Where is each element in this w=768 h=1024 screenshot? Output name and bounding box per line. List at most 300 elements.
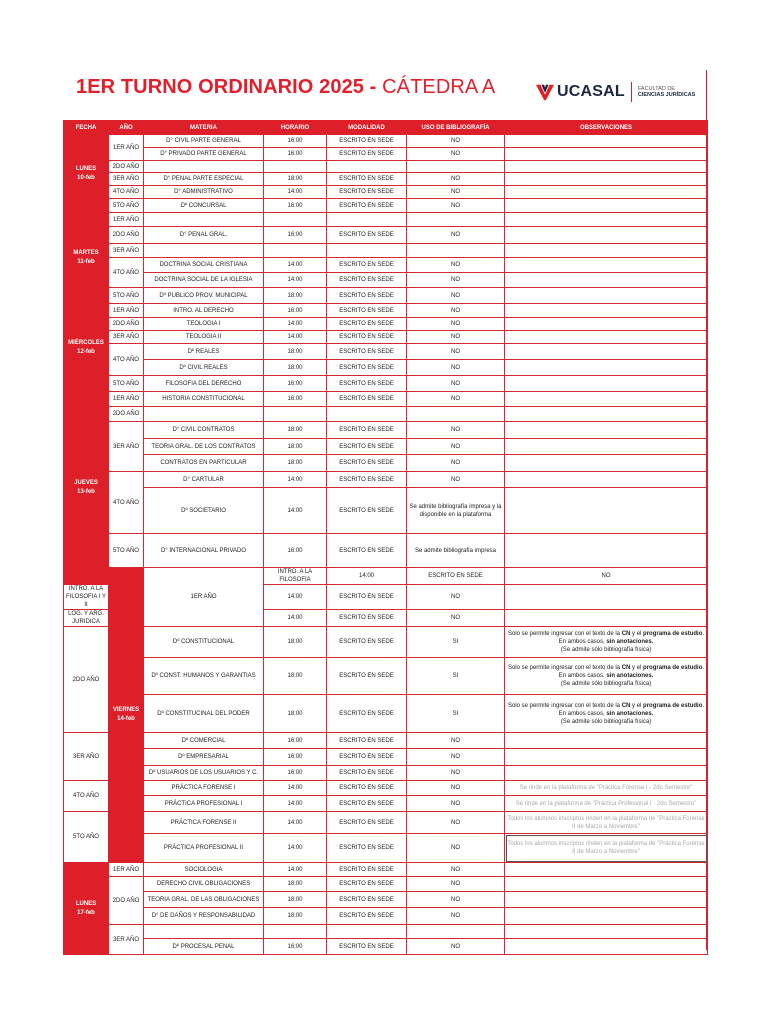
table-row bbox=[64, 568, 708, 585]
obs-cell bbox=[505, 749, 708, 766]
modalidad-cell: ESCRITO EN SEDE bbox=[327, 812, 407, 834]
modalidad-cell: ESCRITO EN SEDE bbox=[327, 781, 407, 796]
logo-separator bbox=[631, 82, 632, 102]
horario-cell: 16:00 bbox=[264, 304, 327, 318]
table-row bbox=[64, 796, 708, 812]
modalidad-cell: ESCRITO EN SEDE bbox=[327, 863, 407, 877]
obs-cell bbox=[505, 733, 708, 749]
obs-cell-cn-rule bbox=[505, 658, 708, 695]
col-header-bibliografia: USO DE BIBLIOGRAFÍA bbox=[407, 121, 505, 135]
materia-cell: TEOLOGIA II bbox=[144, 331, 264, 344]
obs-cell bbox=[505, 939, 708, 955]
biblio-cell: NO bbox=[407, 227, 505, 244]
table-row bbox=[64, 304, 708, 318]
horario-cell bbox=[264, 925, 327, 939]
table-row bbox=[64, 834, 708, 863]
biblio-cell: NO bbox=[407, 186, 505, 199]
obs-text: . En ambos casos, bbox=[558, 631, 705, 645]
year-cell: 1ER AÑO bbox=[109, 392, 144, 407]
obs-cell bbox=[505, 288, 708, 304]
horario-cell: 16:00 bbox=[264, 733, 327, 749]
col-header-fecha: FECHA bbox=[64, 121, 109, 135]
table-row bbox=[64, 455, 708, 472]
table-row bbox=[64, 877, 708, 892]
materia-cell: SOCIOLOGIA bbox=[144, 863, 264, 877]
horario-cell: 14:00 bbox=[264, 258, 327, 273]
obs-cell bbox=[505, 273, 708, 288]
biblio-cell: SI bbox=[407, 695, 505, 733]
materia-cell: HISTORIA CONSTITUCIONAL bbox=[144, 392, 264, 407]
biblio-cell: NO bbox=[407, 455, 505, 472]
logo-faculty bbox=[638, 86, 695, 99]
horario-cell: 16:00 bbox=[264, 534, 327, 568]
materia-cell: D° CIVIL CONTRATOS bbox=[144, 422, 264, 439]
modalidad-cell: ESCRITO EN SEDE bbox=[327, 796, 407, 812]
year-cell: 4TO AÑO bbox=[109, 472, 144, 534]
year-cell: 2DO AÑO bbox=[109, 877, 144, 925]
day-name: MARTES bbox=[73, 250, 99, 256]
biblio-cell: NO bbox=[407, 472, 505, 488]
table-row bbox=[64, 173, 708, 186]
horario-cell: 18:00 bbox=[264, 422, 327, 439]
materia-cell: INTRO. A LA FILOSOFIA bbox=[264, 568, 327, 585]
modalidad-cell: ESCRITO EN SEDE bbox=[327, 331, 407, 344]
obs-cell bbox=[505, 472, 708, 488]
table-row bbox=[64, 331, 708, 344]
obs-text: (Se admite sólo bibliografía física) bbox=[560, 647, 652, 653]
modalidad-cell: ESCRITO EN SEDE bbox=[327, 422, 407, 439]
modalidad-cell: ESCRITO EN SEDE bbox=[327, 610, 407, 627]
materia-cell: CONTRATOS EN PARTICULAR bbox=[144, 455, 264, 472]
table-row bbox=[64, 273, 708, 288]
table-row bbox=[64, 766, 708, 781]
day-name: LUNES bbox=[75, 900, 97, 907]
year-cell: 1ER AÑO bbox=[109, 135, 144, 161]
table-row bbox=[64, 534, 708, 568]
horario-cell: 14:00 bbox=[264, 834, 327, 863]
materia-cell: Dº CONST. HUMANOS Y GARANTIAS bbox=[144, 658, 264, 695]
materia-cell: D° ADMINISTRATIVO bbox=[144, 186, 264, 199]
table-row bbox=[64, 407, 708, 422]
table-row bbox=[64, 658, 708, 695]
materia-cell: PRÁCTICA FORENSE II bbox=[144, 812, 264, 834]
year-cell: 4TO AÑO bbox=[109, 258, 144, 288]
modalidad-cell: ESCRITO EN SEDE bbox=[327, 733, 407, 749]
biblio-cell: NO bbox=[407, 135, 505, 148]
year-cell: 3ER AÑO bbox=[109, 173, 144, 186]
obs-text: . En ambos casos, bbox=[558, 702, 705, 717]
obs-text: Solo se permite ingresar con el texto de la bbox=[507, 631, 622, 637]
modalidad-cell: ESCRITO EN SEDE bbox=[327, 273, 407, 288]
table-row bbox=[64, 318, 708, 331]
obs-cell-profesional-2: Todos los alumnos inscriptos rinden en la plataforma de "Práctica Forense II de Marzo a Noviembre" bbox=[505, 834, 708, 863]
materia-cell: Dº EMPRESARIAL bbox=[144, 749, 264, 766]
horario-cell: 18:00 bbox=[264, 695, 327, 733]
obs-cell bbox=[505, 304, 708, 318]
obs-cell bbox=[505, 148, 708, 161]
logo-wordmark: UCASAL bbox=[557, 83, 625, 100]
table-row bbox=[64, 227, 708, 244]
horario-cell: 16:00 bbox=[264, 148, 327, 161]
biblio-cell bbox=[407, 244, 505, 258]
biblio-cell: NO bbox=[407, 331, 505, 344]
day-date: 11-feb bbox=[77, 259, 95, 265]
materia-cell: PRÁCTICA FORENSE I bbox=[144, 781, 264, 796]
horario-cell: 14:00 bbox=[264, 812, 327, 834]
year-cell: 1ER AÑO bbox=[109, 304, 144, 318]
obs-cell bbox=[505, 392, 708, 407]
horario-cell: 18:00 bbox=[264, 892, 327, 908]
obs-cell bbox=[505, 199, 708, 213]
horario-cell: 18:00 bbox=[264, 360, 327, 376]
modalidad-cell: ESCRITO EN SEDE bbox=[327, 199, 407, 213]
horario-cell bbox=[264, 244, 327, 258]
horario-cell: 16:00 bbox=[264, 227, 327, 244]
col-header-modalidad: MODALIDAD bbox=[327, 121, 407, 135]
obs-cell bbox=[505, 877, 708, 892]
logo-faculty-line2: CIENCIAS JURÍDICAS bbox=[637, 92, 696, 98]
modalidad-cell bbox=[327, 213, 407, 227]
horario-cell: 14:00 bbox=[264, 796, 327, 812]
obs-cell bbox=[505, 892, 708, 908]
year-cell: 5TO AÑO bbox=[109, 534, 144, 568]
biblio-cell: NO bbox=[407, 304, 505, 318]
col-header-horario: HORARIO bbox=[264, 121, 327, 135]
horario-cell: 14:00 bbox=[264, 863, 327, 877]
biblio-cell: NO bbox=[407, 766, 505, 781]
title-text: 1ER TURNO ORDINARIO 2025 - bbox=[76, 76, 377, 98]
day-name: VIERNES bbox=[112, 707, 140, 713]
modalidad-cell: ESCRITO EN SEDE bbox=[327, 749, 407, 766]
table-row bbox=[64, 288, 708, 304]
table-row bbox=[64, 376, 708, 392]
biblio-cell: Se admite bibliografía impresa y la disponible en la plataforma bbox=[407, 488, 505, 534]
day-date: 14-feb bbox=[117, 716, 135, 722]
modalidad-cell: ESCRITO EN SEDE bbox=[327, 892, 407, 908]
modalidad-cell: ESCRITO EN SEDE bbox=[407, 568, 505, 585]
modalidad-cell: ESCRITO EN SEDE bbox=[327, 135, 407, 148]
obs-cell bbox=[505, 213, 708, 227]
biblio-cell: NO bbox=[407, 392, 505, 407]
year-cell: 2DO AÑO bbox=[109, 407, 144, 422]
table-row bbox=[64, 939, 708, 955]
obs-cell bbox=[505, 766, 708, 781]
materia-cell: INTRO. A LA FILOSOFIA I Y II bbox=[64, 585, 109, 610]
obs-cell bbox=[505, 422, 708, 439]
biblio-cell: SI bbox=[407, 627, 505, 658]
table-row bbox=[64, 199, 708, 213]
horario-cell: 14:00 bbox=[264, 585, 327, 610]
obs-bold: CN bbox=[621, 702, 631, 709]
materia-cell: Dº COMERCIAL bbox=[144, 733, 264, 749]
materia-cell: D° PENAL PARTE ESPECIAL bbox=[144, 173, 264, 186]
horario-cell: 18:00 bbox=[264, 344, 327, 360]
col-header-materia: MATERIA bbox=[144, 121, 264, 135]
table-row bbox=[64, 925, 708, 939]
day-name: JUEVES bbox=[74, 480, 98, 486]
horario-cell: 16:00 bbox=[264, 749, 327, 766]
horario-cell: 16:00 bbox=[264, 135, 327, 148]
table-row bbox=[64, 135, 708, 148]
modalidad-cell: ESCRITO EN SEDE bbox=[327, 834, 407, 863]
obs-cell bbox=[505, 186, 708, 199]
materia-cell: PRÁCTICA PROFESIONAL II bbox=[144, 834, 264, 863]
year-cell: 1ER AÑO bbox=[144, 568, 264, 627]
modalidad-cell: ESCRITO EN SEDE bbox=[327, 318, 407, 331]
materia-cell: D° CIVIL PARTE GENERAL bbox=[144, 135, 264, 148]
year-cell: 5TO AÑO bbox=[109, 376, 144, 392]
table-row bbox=[64, 186, 708, 199]
modalidad-cell: ESCRITO EN SEDE bbox=[327, 455, 407, 472]
modalidad-cell: ESCRITO EN SEDE bbox=[327, 908, 407, 925]
col-header-observaciones: OBSERVACIONES bbox=[505, 121, 708, 135]
table-row bbox=[64, 733, 708, 749]
table-row bbox=[64, 258, 708, 273]
obs-bold: sin anotaciones. bbox=[606, 710, 654, 717]
year-cell: 5TO AÑO bbox=[109, 199, 144, 213]
biblio-cell: NO bbox=[407, 288, 505, 304]
logo-faculty-line1: FACULTAD DE bbox=[637, 85, 675, 92]
obs-text: y el bbox=[630, 702, 644, 709]
biblio-cell: NO bbox=[407, 812, 505, 834]
day-cell-jueves-13 bbox=[64, 392, 109, 585]
materia-cell: D° CARTULAR bbox=[144, 472, 264, 488]
modalidad-cell bbox=[327, 244, 407, 258]
table-row bbox=[64, 863, 708, 877]
obs-bold: programa de estudio bbox=[643, 665, 703, 671]
materia-cell bbox=[144, 161, 264, 173]
modalidad-cell: ESCRITO EN SEDE bbox=[327, 258, 407, 273]
materia-cell: D° PRIVADO PARTE GENERAL bbox=[144, 148, 264, 161]
horario-cell: 16:00 bbox=[264, 392, 327, 407]
day-date: 17-feb bbox=[77, 909, 95, 916]
table-row bbox=[64, 892, 708, 908]
materia-cell: Dº USUARIOS DE LOS USUARIOS Y C. bbox=[144, 766, 264, 781]
modalidad-cell: ESCRITO EN SEDE bbox=[327, 392, 407, 407]
modalidad-cell: ESCRITO EN SEDE bbox=[327, 627, 407, 658]
materia-cell: INTRO. AL DERECHO bbox=[144, 304, 264, 318]
biblio-cell: NO bbox=[407, 939, 505, 955]
day-cell-lunes-10 bbox=[64, 135, 109, 213]
biblio-cell bbox=[407, 161, 505, 173]
horario-cell: 18:00 bbox=[264, 288, 327, 304]
day-cell-martes-11 bbox=[64, 213, 109, 304]
horario-cell: 18:00 bbox=[264, 627, 327, 658]
materia-cell: Dº SOCIETARIO bbox=[144, 488, 264, 534]
biblio-cell: NO bbox=[407, 892, 505, 908]
table-row bbox=[64, 749, 708, 766]
materia-cell: Dº CONSTITUCINAL DEL PODER bbox=[144, 695, 264, 733]
obs-cell bbox=[505, 244, 708, 258]
modalidad-cell: ESCRITO EN SEDE bbox=[327, 658, 407, 695]
obs-cell-forense-2: Todos los alumnos inscriptos rinden en la plataforma de "Práctica Forense II de Marzo a Noviembre" bbox=[505, 812, 708, 834]
table-row bbox=[64, 488, 708, 534]
obs-cell bbox=[505, 908, 708, 925]
materia-cell: TEORIA GRAL. DE LAS OBLIGACIONES bbox=[144, 892, 264, 908]
biblio-cell: NO bbox=[407, 834, 505, 863]
ucasal-mark-icon bbox=[536, 83, 554, 101]
modalidad-cell: ESCRITO EN SEDE bbox=[327, 344, 407, 360]
horario-cell: 18:00 bbox=[264, 173, 327, 186]
biblio-cell: NO bbox=[407, 781, 505, 796]
exam-schedule-table bbox=[63, 120, 708, 955]
modalidad-cell: ESCRITO EN SEDE bbox=[327, 472, 407, 488]
horario-cell: 14:00 bbox=[264, 331, 327, 344]
obs-bold: programa de estudio bbox=[643, 702, 703, 709]
obs-cell bbox=[505, 376, 708, 392]
horario-cell: 14:00 bbox=[264, 318, 327, 331]
obs-text: . En ambos casos, bbox=[558, 665, 705, 679]
year-cell: 2DO AÑO bbox=[109, 227, 144, 244]
modalidad-cell: ESCRITO EN SEDE bbox=[327, 173, 407, 186]
obs-cell-profesional-1: Se rinde en la plataforma de "Práctica Profesional I - 2do Semestre" bbox=[505, 796, 708, 812]
table-row bbox=[64, 213, 708, 227]
obs-cell bbox=[505, 610, 708, 627]
biblio-cell: NO bbox=[407, 148, 505, 161]
obs-cell bbox=[505, 318, 708, 331]
obs-text: y el bbox=[630, 665, 644, 671]
year-cell: 3ER AÑO bbox=[109, 422, 144, 472]
obs-cell bbox=[505, 585, 708, 610]
biblio-cell: NO bbox=[407, 733, 505, 749]
horario-cell: 14:00 bbox=[264, 488, 327, 534]
biblio-cell: NO bbox=[407, 749, 505, 766]
materia-cell: D° PENAL GRAL. bbox=[144, 227, 264, 244]
biblio-cell: NO bbox=[407, 908, 505, 925]
biblio-cell: NO bbox=[407, 360, 505, 376]
obs-cell bbox=[505, 173, 708, 186]
year-cell: 3ER AÑO bbox=[109, 925, 144, 955]
materia-cell: Dº CONCURSAL bbox=[144, 199, 264, 213]
modalidad-cell: ESCRITO EN SEDE bbox=[327, 186, 407, 199]
horario-cell: 16:00 bbox=[264, 376, 327, 392]
obs-bold: CN bbox=[621, 631, 631, 637]
horario-cell bbox=[264, 407, 327, 422]
table-row bbox=[64, 781, 708, 796]
obs-text: Solo se permite ingresar con el texto de la bbox=[507, 665, 622, 671]
modalidad-cell: ESCRITO EN SEDE bbox=[327, 148, 407, 161]
obs-cell bbox=[505, 925, 708, 939]
biblio-cell: NO bbox=[407, 439, 505, 455]
biblio-cell: NO bbox=[407, 877, 505, 892]
year-cell: 5TO AÑO bbox=[64, 812, 109, 863]
biblio-cell: SI bbox=[407, 658, 505, 695]
year-cell: 1ER AÑO bbox=[109, 213, 144, 227]
modalidad-cell bbox=[327, 161, 407, 173]
horario-cell: 18:00 bbox=[264, 877, 327, 892]
day-name: LUNES bbox=[75, 165, 97, 172]
table-row bbox=[64, 392, 708, 407]
materia-cell: Dº CIVIL REALES bbox=[144, 360, 264, 376]
biblio-cell: NO bbox=[407, 796, 505, 812]
table-row bbox=[64, 422, 708, 439]
materia-cell: Dº CONSTITUCIONAL bbox=[144, 627, 264, 658]
table-header-row bbox=[64, 121, 708, 135]
biblio-cell: NO bbox=[407, 863, 505, 877]
table-row bbox=[64, 472, 708, 488]
year-cell: 3ER AÑO bbox=[109, 244, 144, 258]
day-name: MIÉRCOLES bbox=[68, 339, 104, 346]
obs-cell bbox=[505, 161, 708, 173]
day-date: 13-feb bbox=[77, 489, 95, 495]
year-cell: 4TO AÑO bbox=[64, 781, 109, 812]
obs-text: (Se admite sólo bibliografía física) bbox=[560, 681, 652, 687]
obs-bold: sin anotaciones. bbox=[606, 639, 654, 645]
table-row bbox=[64, 695, 708, 733]
materia-cell: PRÁCTICA PROFESIONAL I bbox=[144, 796, 264, 812]
obs-cell bbox=[505, 863, 708, 877]
obs-cell bbox=[505, 344, 708, 360]
biblio-cell: NO bbox=[407, 344, 505, 360]
obs-cell bbox=[505, 331, 708, 344]
biblio-cell bbox=[407, 213, 505, 227]
table-row bbox=[64, 908, 708, 925]
biblio-cell: NO bbox=[407, 273, 505, 288]
biblio-cell: NO bbox=[407, 199, 505, 213]
obs-cell bbox=[505, 534, 708, 568]
horario-cell: 14:00 bbox=[264, 781, 327, 796]
obs-bold: sin anotaciones. bbox=[606, 673, 654, 679]
table-row bbox=[64, 439, 708, 455]
horario-cell bbox=[264, 161, 327, 173]
biblio-cell: NO bbox=[407, 173, 505, 186]
biblio-cell: Se admite bibliografía impresa bbox=[407, 534, 505, 568]
modalidad-cell bbox=[327, 925, 407, 939]
materia-cell bbox=[144, 925, 264, 939]
year-cell: 3ER AÑO bbox=[109, 331, 144, 344]
page-title bbox=[76, 76, 495, 99]
modalidad-cell bbox=[327, 407, 407, 422]
obs-cell-cn-rule bbox=[505, 695, 708, 733]
day-cell-miercoles-12 bbox=[64, 304, 109, 392]
obs-cell-forense-1: Se rinde en la plataforma de "Práctica Forense I - 2do Semestre" bbox=[505, 781, 708, 796]
year-cell: 2DO AÑO bbox=[109, 161, 144, 173]
modalidad-cell: ESCRITO EN SEDE bbox=[327, 439, 407, 455]
modalidad-cell: ESCRITO EN SEDE bbox=[327, 288, 407, 304]
materia-cell: DOCTRINA SOCIAL DE LA IGLESIA bbox=[144, 273, 264, 288]
year-cell: 4TO AÑO bbox=[109, 344, 144, 376]
year-cell: 1ER AÑO bbox=[109, 863, 144, 877]
obs-text: y el bbox=[630, 631, 644, 637]
materia-cell: Dº PUBLICO PROV. MUNICIPAL bbox=[144, 288, 264, 304]
materia-cell bbox=[144, 407, 264, 422]
day-cell-viernes-14 bbox=[109, 568, 144, 863]
obs-bold: CN bbox=[621, 665, 631, 671]
table-row bbox=[64, 148, 708, 161]
materia-cell: D° INTERNACIONAL PRIVADO bbox=[144, 534, 264, 568]
horario-cell: 14:00 bbox=[264, 472, 327, 488]
materia-cell: FILOSOFIA DEL DERECHO bbox=[144, 376, 264, 392]
year-cell: 3ER AÑO bbox=[64, 733, 109, 781]
biblio-cell: NO bbox=[407, 258, 505, 273]
horario-cell: 18:00 bbox=[264, 908, 327, 925]
horario-cell: 18:00 bbox=[264, 439, 327, 455]
obs-cell bbox=[505, 258, 708, 273]
horario-cell: 14:00 bbox=[327, 568, 407, 585]
obs-cell bbox=[505, 407, 708, 422]
modalidad-cell: ESCRITO EN SEDE bbox=[327, 488, 407, 534]
col-header-ano: AÑO bbox=[109, 121, 144, 135]
table-row bbox=[64, 161, 708, 173]
materia-cell bbox=[144, 213, 264, 227]
horario-cell: 18:00 bbox=[264, 658, 327, 695]
biblio-cell: NO bbox=[407, 422, 505, 439]
modalidad-cell: ESCRITO EN SEDE bbox=[327, 766, 407, 781]
table-row bbox=[64, 360, 708, 376]
biblio-cell bbox=[407, 407, 505, 422]
modalidad-cell: ESCRITO EN SEDE bbox=[327, 534, 407, 568]
table-row bbox=[64, 627, 708, 658]
